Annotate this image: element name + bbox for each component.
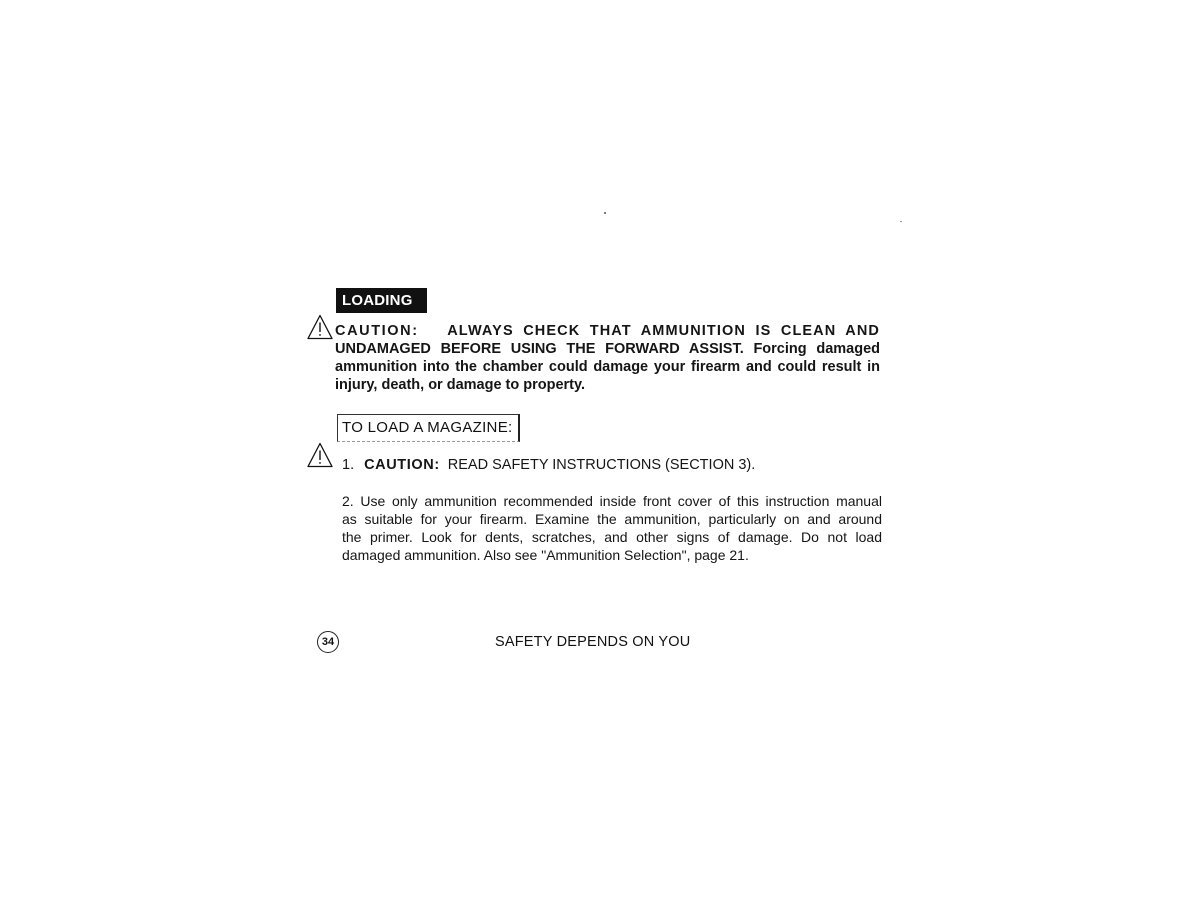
footer-text: SAFETY DEPENDS ON YOU bbox=[495, 634, 691, 650]
section-heading: LOADING bbox=[336, 288, 427, 313]
scan-speck bbox=[900, 221, 902, 222]
warning-triangle-icon bbox=[307, 314, 333, 340]
caution-line-2: UNDAMAGED BEFORE USING THE FORWARD ASSIST. Forcing damaged bbox=[335, 341, 880, 357]
caution-paragraph bbox=[335, 322, 880, 394]
step-2-line-1: 2. Use only ammunition recommended inside front cover of this instruction manual bbox=[342, 493, 882, 509]
scan-speck bbox=[604, 212, 606, 214]
caution-line-3: ammunition into the chamber could damage your firearm and could result in bbox=[335, 359, 880, 375]
caution-line-4: injury, death, or damage to property. bbox=[335, 377, 586, 393]
warning-triangle-icon bbox=[307, 442, 333, 468]
caution-line-1 bbox=[335, 322, 880, 340]
step-1-caution-label: CAUTION: bbox=[364, 457, 440, 473]
step-2-line-4: damaged ammunition. Also see "Ammunition Selection", page 21. bbox=[342, 547, 749, 563]
step-1 bbox=[342, 456, 882, 474]
step-2 bbox=[342, 492, 882, 564]
caution-line-1-text: ALWAYS CHECK THAT AMMUNITION IS CLEAN AND bbox=[447, 323, 881, 339]
step-2-line-3: the primer. Look for dents, scratches, and other signs of damage. Do not load bbox=[342, 529, 882, 545]
step-2-line-2: as suitable for your firearm. Examine the ammunition, particularly on and around bbox=[342, 511, 882, 527]
step-1-text: READ SAFETY INSTRUCTIONS (SECTION 3). bbox=[447, 457, 756, 473]
caution-label: CAUTION: bbox=[335, 323, 419, 339]
subheading: TO LOAD A MAGAZINE: bbox=[337, 414, 520, 442]
page-number: 34 bbox=[317, 631, 339, 653]
step-1-number: 1. bbox=[342, 457, 355, 473]
